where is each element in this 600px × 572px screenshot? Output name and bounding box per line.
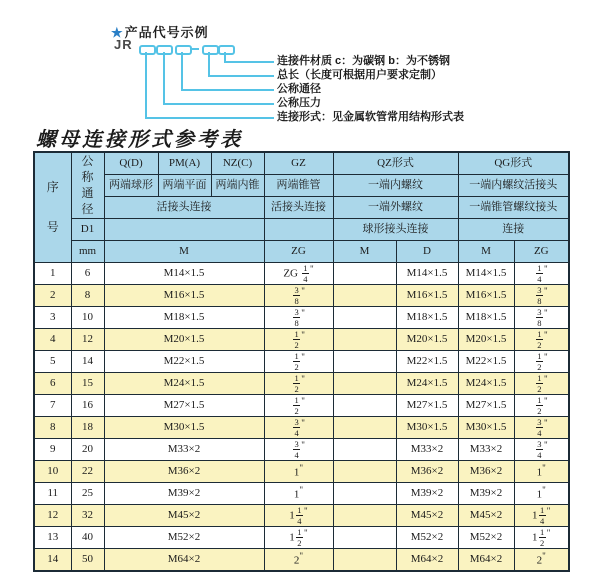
table-row bbox=[34, 307, 569, 329]
cell-seq: 6 bbox=[34, 373, 71, 395]
table-row bbox=[34, 329, 569, 351]
cell-gz-zg: ZG $\frac{1}{4}$ " bbox=[264, 263, 333, 285]
cell-qz-d: M22×1.5 bbox=[396, 351, 458, 373]
header-type-gz: 两端锥管 bbox=[264, 175, 333, 197]
cell-qz-d: M36×2 bbox=[396, 461, 458, 483]
cell-gz-zg: 1 $\frac{1}{4}$ " bbox=[264, 505, 333, 527]
code-box-4 bbox=[202, 45, 219, 55]
table-title: 螺母连接形式参考表 bbox=[36, 129, 243, 151]
cell-qz-m bbox=[333, 417, 396, 439]
header-type-qz: 一端内螺纹 bbox=[333, 175, 458, 197]
cell-qg-m: M39×2 bbox=[458, 483, 514, 505]
cell-m-thread: M20×1.5 bbox=[104, 329, 264, 351]
header-group-gz: GZ bbox=[264, 152, 333, 175]
cell-dn-mm: 12 bbox=[71, 329, 104, 351]
cell-seq: 8 bbox=[34, 417, 71, 439]
cell-qg-zg: $\frac{1}{2}$ " bbox=[514, 395, 569, 417]
cell-qz-m bbox=[333, 439, 396, 461]
table-body bbox=[34, 263, 569, 572]
cell-seq: 13 bbox=[34, 527, 71, 549]
cell-m-thread: M39×2 bbox=[104, 483, 264, 505]
cell-dn-mm: 6 bbox=[71, 263, 104, 285]
cell-gz-zg: 1 $\frac{1}{2}$ " bbox=[264, 527, 333, 549]
diagram-heading-text: 产品代号示例 bbox=[124, 25, 209, 40]
cell-qg-zg: $\frac{3}{8}$ " bbox=[514, 307, 569, 329]
cell-m-thread: M36×2 bbox=[104, 461, 264, 483]
code-dash bbox=[190, 48, 199, 50]
cell-qg-zg: 1 $\frac{1}{4}$ " bbox=[514, 505, 569, 527]
cell-gz-zg: $\frac{1}{2}$ " bbox=[264, 329, 333, 351]
cell-m-thread: M22×1.5 bbox=[104, 351, 264, 373]
cell-dn-mm: 32 bbox=[71, 505, 104, 527]
cell-gz-zg: $\frac{3}{8}$ " bbox=[264, 285, 333, 307]
cell-qz-m bbox=[333, 373, 396, 395]
header-type-nzc: 两端内锥 bbox=[211, 175, 264, 197]
header-seq: 序 号 bbox=[34, 152, 71, 263]
header-group-pma: PM(A) bbox=[158, 152, 211, 175]
cell-m-thread: M33×2 bbox=[104, 439, 264, 461]
cell-qz-d: M16×1.5 bbox=[396, 285, 458, 307]
code-box-2 bbox=[156, 45, 173, 55]
connector-line bbox=[181, 89, 274, 91]
label-material: 连接件材质 c：为碳钢 b：为不锈钢 bbox=[277, 55, 450, 67]
header-union-connection: 活接头连接 bbox=[104, 197, 264, 219]
cell-qz-m bbox=[333, 307, 396, 329]
cell-qg-m: M24×1.5 bbox=[458, 373, 514, 395]
cell-qz-m bbox=[333, 461, 396, 483]
cell-qg-m: M33×2 bbox=[458, 439, 514, 461]
header-empty-gz bbox=[264, 219, 333, 241]
cell-qg-m: M20×1.5 bbox=[458, 329, 514, 351]
header-d1: D1 bbox=[71, 219, 104, 241]
header-unit-qg-zg: ZG bbox=[514, 241, 569, 263]
cell-qz-d: M45×2 bbox=[396, 505, 458, 527]
cell-dn-mm: 16 bbox=[71, 395, 104, 417]
cell-qg-m: M18×1.5 bbox=[458, 307, 514, 329]
cell-qg-zg: $\frac{3}{4}$ " bbox=[514, 417, 569, 439]
table-row bbox=[34, 417, 569, 439]
header-group-qd: Q(D) bbox=[104, 152, 158, 175]
cell-qg-zg: 1 $\frac{1}{2}$ " bbox=[514, 527, 569, 549]
header-unit-qz-d: D bbox=[396, 241, 458, 263]
label-total-length: 总长（长度可根据用户要求定制） bbox=[277, 69, 442, 81]
cell-qz-m bbox=[333, 505, 396, 527]
cell-gz-zg: 2" bbox=[264, 549, 333, 572]
cell-m-thread: M30×1.5 bbox=[104, 417, 264, 439]
cell-qz-d: M30×1.5 bbox=[396, 417, 458, 439]
table-row bbox=[34, 439, 569, 461]
cell-qz-d: M33×2 bbox=[396, 439, 458, 461]
cell-qg-zg: $\frac{1}{4}$ " bbox=[514, 263, 569, 285]
cell-qz-m bbox=[333, 483, 396, 505]
cell-seq: 1 bbox=[34, 263, 71, 285]
table-row bbox=[34, 285, 569, 307]
header-unit-m: M bbox=[104, 241, 264, 263]
cell-gz-zg: $\frac{1}{2}$ " bbox=[264, 373, 333, 395]
header-unit-qg-m: M bbox=[458, 241, 514, 263]
cell-dn-mm: 15 bbox=[71, 373, 104, 395]
connector-line bbox=[145, 117, 274, 119]
cell-gz-zg: 1" bbox=[264, 461, 333, 483]
header-nominal-diameter: 公 称 通 径 bbox=[71, 152, 104, 219]
cell-m-thread: M18×1.5 bbox=[104, 307, 264, 329]
connector-line bbox=[208, 75, 274, 77]
cell-m-thread: M27×1.5 bbox=[104, 395, 264, 417]
cell-qg-zg: $\frac{3}{8}$ " bbox=[514, 285, 569, 307]
cell-gz-zg: $\frac{3}{4}$ " bbox=[264, 439, 333, 461]
cell-qz-d: M39×2 bbox=[396, 483, 458, 505]
cell-qz-d: M52×2 bbox=[396, 527, 458, 549]
cell-m-thread: M14×1.5 bbox=[104, 263, 264, 285]
table-row bbox=[34, 373, 569, 395]
table-row bbox=[34, 263, 569, 285]
connector-line bbox=[181, 52, 183, 90]
cell-dn-mm: 8 bbox=[71, 285, 104, 307]
star-icon: ★ bbox=[111, 25, 124, 40]
label-nominal-diameter: 公称通径 bbox=[277, 83, 321, 95]
connector-line bbox=[224, 61, 274, 63]
cell-qz-d: M24×1.5 bbox=[396, 373, 458, 395]
table-row bbox=[34, 527, 569, 549]
cell-qz-d: M20×1.5 bbox=[396, 329, 458, 351]
cell-seq: 12 bbox=[34, 505, 71, 527]
table-row bbox=[34, 483, 569, 505]
cell-gz-zg: $\frac{1}{2}$ " bbox=[264, 351, 333, 373]
header-group-qg: QG形式 bbox=[458, 152, 569, 175]
header-type-qg: 一端内螺纹活接头 bbox=[458, 175, 569, 197]
cell-qg-m: M14×1.5 bbox=[458, 263, 514, 285]
cell-qg-zg: 1" bbox=[514, 461, 569, 483]
cell-qg-m: M30×1.5 bbox=[458, 417, 514, 439]
header-union-connection-gz: 活接头连接 bbox=[264, 197, 333, 219]
cell-m-thread: M52×2 bbox=[104, 527, 264, 549]
cell-qg-zg: 1" bbox=[514, 483, 569, 505]
cell-qz-m bbox=[333, 351, 396, 373]
cell-dn-mm: 40 bbox=[71, 527, 104, 549]
cell-qg-m: M16×1.5 bbox=[458, 285, 514, 307]
header-connection: 连接 bbox=[458, 219, 569, 241]
cell-qz-d: M14×1.5 bbox=[396, 263, 458, 285]
cell-seq: 9 bbox=[34, 439, 71, 461]
cell-qg-zg: $\frac{3}{4}$ " bbox=[514, 439, 569, 461]
cell-seq: 7 bbox=[34, 395, 71, 417]
header-external-thread: 一端外螺纹 bbox=[333, 197, 458, 219]
cell-seq: 10 bbox=[34, 461, 71, 483]
cell-qg-m: M22×1.5 bbox=[458, 351, 514, 373]
header-group-nzc: NZ(C) bbox=[211, 152, 264, 175]
cell-m-thread: M24×1.5 bbox=[104, 373, 264, 395]
header-ball-joint-connection: 球形接头连接 bbox=[333, 219, 458, 241]
cell-qg-zg: $\frac{1}{2}$ " bbox=[514, 373, 569, 395]
cell-gz-zg: $\frac{1}{2}$ " bbox=[264, 395, 333, 417]
header-unit-qz-m: M bbox=[333, 241, 396, 263]
connector-line bbox=[163, 52, 165, 104]
header-type-pma: 两端平面 bbox=[158, 175, 211, 197]
table-row bbox=[34, 351, 569, 373]
cell-qg-zg: $\frac{1}{2}$ " bbox=[514, 351, 569, 373]
cell-seq: 2 bbox=[34, 285, 71, 307]
cell-qg-m: M52×2 bbox=[458, 527, 514, 549]
cell-qg-m: M27×1.5 bbox=[458, 395, 514, 417]
cell-qz-m bbox=[333, 549, 396, 572]
cell-qz-d: M64×2 bbox=[396, 549, 458, 572]
cell-qz-m bbox=[333, 285, 396, 307]
cell-qg-m: M64×2 bbox=[458, 549, 514, 572]
nut-connection-table bbox=[33, 151, 570, 572]
cell-qg-m: M36×2 bbox=[458, 461, 514, 483]
table-row bbox=[34, 505, 569, 527]
cell-dn-mm: 25 bbox=[71, 483, 104, 505]
table-row bbox=[34, 461, 569, 483]
table-row bbox=[34, 549, 569, 572]
cell-dn-mm: 50 bbox=[71, 549, 104, 572]
cell-qz-m bbox=[333, 263, 396, 285]
cell-gz-zg: $\frac{3}{4}$ " bbox=[264, 417, 333, 439]
cell-qz-d: M27×1.5 bbox=[396, 395, 458, 417]
header-mm: mm bbox=[71, 241, 104, 263]
connector-line bbox=[145, 52, 147, 118]
header-empty-m bbox=[104, 219, 264, 241]
cell-dn-mm: 14 bbox=[71, 351, 104, 373]
label-connection-form: 连接形式：见金属软管常用结构形式表 bbox=[277, 111, 464, 123]
header-type-qd: 两端球形 bbox=[104, 175, 158, 197]
cell-dn-mm: 20 bbox=[71, 439, 104, 461]
cell-seq: 4 bbox=[34, 329, 71, 351]
code-box-1 bbox=[139, 45, 156, 55]
cell-seq: 14 bbox=[34, 549, 71, 572]
cell-qg-zg: $\frac{1}{2}$ " bbox=[514, 329, 569, 351]
cell-gz-zg: 1" bbox=[264, 483, 333, 505]
cell-seq: 5 bbox=[34, 351, 71, 373]
cell-qz-m bbox=[333, 329, 396, 351]
cell-qg-zg: 2" bbox=[514, 549, 569, 572]
cell-dn-mm: 22 bbox=[71, 461, 104, 483]
cell-qz-d: M18×1.5 bbox=[396, 307, 458, 329]
table-row bbox=[34, 395, 569, 417]
code-box-5 bbox=[218, 45, 235, 55]
cell-qz-m bbox=[333, 395, 396, 417]
cell-dn-mm: 18 bbox=[71, 417, 104, 439]
cell-dn-mm: 10 bbox=[71, 307, 104, 329]
cell-qz-m bbox=[333, 527, 396, 549]
cell-seq: 11 bbox=[34, 483, 71, 505]
product-code-prefix: JR bbox=[114, 37, 133, 52]
cell-gz-zg: $\frac{3}{8}$ " bbox=[264, 307, 333, 329]
code-box-3 bbox=[175, 45, 192, 55]
cell-m-thread: M45×2 bbox=[104, 505, 264, 527]
cell-qg-m: M45×2 bbox=[458, 505, 514, 527]
header-taper-thread-joint: 一端锥管螺纹接头 bbox=[458, 197, 569, 219]
cell-m-thread: M64×2 bbox=[104, 549, 264, 572]
header-unit-zg: ZG bbox=[264, 241, 333, 263]
connector-line bbox=[163, 103, 274, 105]
cell-seq: 3 bbox=[34, 307, 71, 329]
connector-line bbox=[208, 52, 210, 76]
cell-m-thread: M16×1.5 bbox=[104, 285, 264, 307]
table-header bbox=[34, 152, 569, 263]
label-nominal-pressure: 公称压力 bbox=[277, 97, 321, 109]
header-group-qz: QZ形式 bbox=[333, 152, 458, 175]
